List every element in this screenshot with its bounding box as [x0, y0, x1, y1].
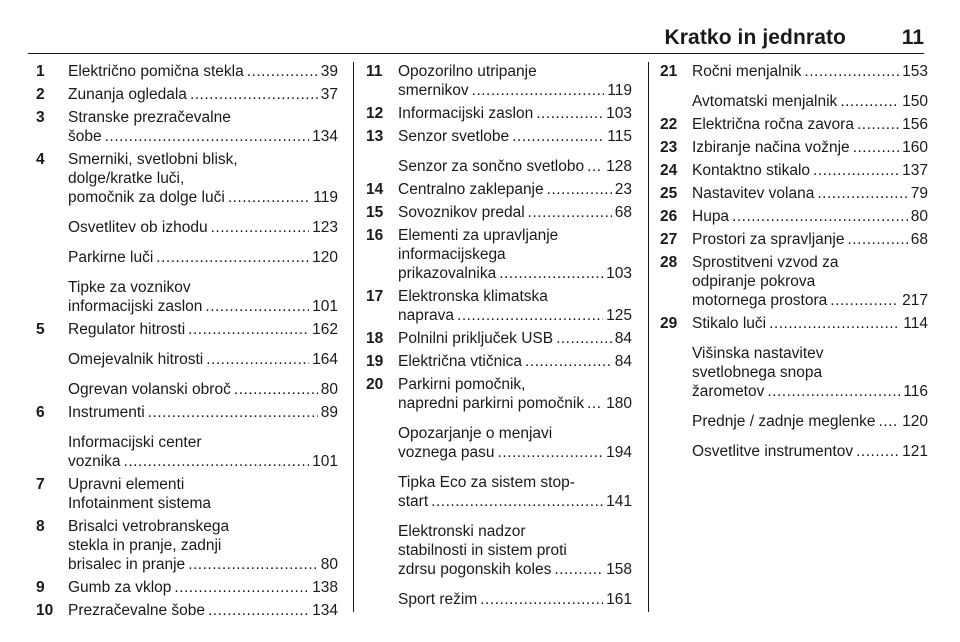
dot-leader [247, 62, 318, 81]
entry-label: informacijski zaslon [68, 298, 203, 315]
entry-row [398, 306, 632, 325]
entry-label: Ogrevan volanski obroč [68, 381, 231, 398]
entry-page: 119 [313, 189, 338, 206]
entry-row [692, 62, 928, 81]
entry-text-line: Tipke za voznikov [68, 279, 191, 296]
entry-row [68, 601, 338, 620]
entry-label: šobe [68, 128, 102, 145]
index-entry [366, 62, 632, 100]
column-divider [648, 62, 649, 612]
entry-label: Centralno zaklepanje [398, 181, 544, 198]
dot-leader [554, 560, 603, 579]
dot-leader [228, 188, 310, 207]
dot-leader [206, 350, 309, 369]
entry-page: 137 [902, 162, 928, 179]
entry-page: 80 [910, 208, 928, 225]
entry-page: 150 [902, 93, 928, 110]
entry-page: 103 [606, 265, 632, 282]
dot-leader [857, 115, 899, 134]
entry-row [692, 161, 928, 180]
entry-number: 21 [660, 63, 678, 80]
entry-number: 26 [660, 208, 678, 225]
page-header [28, 26, 924, 52]
dot-leader [847, 230, 907, 249]
entry-row [692, 314, 928, 333]
index-entry [366, 375, 632, 413]
index-entry [660, 207, 928, 226]
entry-label: Hupa [692, 208, 730, 225]
entry-label: Kontaktno stikalo [692, 162, 811, 179]
entry-page: 164 [312, 351, 338, 368]
entry-label: Sport režim [398, 591, 478, 608]
index-entry [660, 138, 928, 157]
entry-number: 20 [366, 376, 384, 393]
entry-label: Sovoznikov predal [398, 204, 525, 221]
index-entry [36, 150, 338, 207]
entry-row [692, 184, 928, 203]
entry-row [398, 443, 632, 462]
entry-page: 134 [312, 128, 338, 145]
index-entry [36, 433, 338, 471]
index-entry [36, 320, 338, 339]
index-entry [660, 442, 928, 461]
entry-number: 15 [366, 204, 384, 221]
entry-page: 121 [902, 443, 928, 460]
entry-page: 162 [312, 321, 338, 338]
index-entry [660, 344, 928, 401]
entry-row [398, 590, 632, 609]
entry-label: Nastavitev volana [692, 185, 815, 202]
entry-label: Prezračevalne šobe [68, 602, 205, 619]
index-entry [36, 278, 338, 316]
dot-leader [205, 297, 309, 316]
entry-row [398, 560, 632, 579]
dot-leader [856, 442, 899, 461]
dot-leader [156, 248, 309, 267]
entry-page: 79 [910, 185, 928, 202]
dot-leader [211, 218, 310, 237]
entry-label: Električno pomična stekla [68, 63, 244, 80]
entry-number: 11 [366, 63, 383, 80]
index-entry [36, 248, 338, 267]
entry-row [68, 452, 338, 471]
entry-page: 141 [606, 493, 632, 510]
entry-page: 128 [606, 158, 632, 175]
index-entry [366, 104, 632, 123]
entry-page: 134 [312, 602, 338, 619]
entry-page: 101 [312, 453, 338, 470]
entry-label: start [398, 493, 429, 510]
index-entry [366, 127, 632, 146]
entry-page: 37 [320, 86, 338, 103]
dot-leader [498, 443, 604, 462]
entry-number: 19 [366, 353, 384, 370]
index-entry [660, 184, 928, 203]
index-entry [36, 578, 338, 597]
entry-text-line: Tipka Eco za sistem stop- [398, 474, 575, 491]
entry-number: 1 [36, 63, 45, 80]
dot-leader [732, 207, 908, 226]
index-column-2 [366, 62, 632, 609]
entry-number: 8 [36, 518, 45, 535]
entry-number: 5 [36, 321, 45, 338]
entry-number: 29 [660, 315, 678, 332]
entry-label: Instrumenti [68, 404, 145, 421]
entry-text-line: Elementi za upravljanje [398, 227, 559, 244]
entry-label: Električna vtičnica [398, 353, 523, 370]
page-number: 11 [901, 26, 924, 49]
entry-page: 114 [903, 315, 928, 332]
entry-row [398, 203, 632, 222]
entry-row [398, 329, 632, 348]
index-entry [36, 108, 338, 146]
entry-label: Polnilni priključek USB [398, 330, 554, 347]
entry-page: 120 [312, 249, 338, 266]
entry-text-line: Elektronska klimatska [398, 288, 548, 305]
entry-row [68, 578, 338, 597]
index-entry [660, 230, 928, 249]
entry-row [692, 382, 928, 401]
index-entry [366, 287, 632, 325]
entry-text-line: stekla in pranje, zadnji [68, 537, 222, 554]
entry-row [68, 85, 338, 104]
entry-page: 119 [607, 82, 632, 99]
index-entry [36, 403, 338, 422]
index-entry [36, 517, 338, 574]
index-entry [366, 226, 632, 283]
dot-leader [525, 352, 612, 371]
dot-leader [431, 492, 603, 511]
dot-leader [190, 85, 318, 104]
entry-page: 123 [312, 219, 338, 236]
dot-leader [853, 138, 899, 157]
entry-number: 12 [366, 105, 384, 122]
entry-number: 6 [36, 404, 45, 421]
page-title: Kratko in jednrato [664, 26, 846, 49]
index-entry [660, 92, 928, 111]
entry-label: Ročni menjalnik [692, 63, 802, 80]
index-entry [366, 352, 632, 371]
dot-leader [234, 380, 318, 399]
index-entry [36, 380, 338, 399]
dot-leader [528, 203, 612, 222]
entry-label: Regulator hitrosti [68, 321, 186, 338]
dot-leader [587, 394, 603, 413]
dot-leader [840, 92, 899, 111]
dot-leader [556, 329, 612, 348]
entry-page: 156 [902, 116, 928, 133]
dot-leader [148, 403, 318, 422]
entry-page: 120 [902, 413, 928, 430]
entry-label: motornega prostora [692, 292, 828, 309]
entry-row [68, 127, 338, 146]
index-entry [660, 314, 928, 333]
index-entry [366, 424, 632, 462]
entry-label: Električna ročna zavora [692, 116, 854, 133]
entry-text-line: Opozorilno utripanje [398, 63, 537, 80]
entry-page: 217 [902, 292, 928, 309]
entry-row [692, 138, 928, 157]
entry-label: Informacijski zaslon [398, 105, 534, 122]
entry-number: 3 [36, 109, 45, 126]
index-entry [366, 522, 632, 579]
entry-label: brisalec in pranje [68, 556, 186, 573]
entry-label: Osvetlitev ob izhodu [68, 219, 208, 236]
dot-leader [188, 555, 318, 574]
entry-label: Prednje / zadnje meglenke [692, 413, 876, 430]
entry-label: Prostori za spravljanje [692, 231, 845, 248]
entry-page: 194 [606, 444, 632, 461]
entry-row [68, 350, 338, 369]
index-entry [36, 475, 338, 513]
entry-text-line: Elektronski nadzor [398, 523, 526, 540]
dot-leader [547, 180, 612, 199]
entry-row [398, 157, 632, 176]
entry-page: 125 [606, 307, 632, 324]
entry-text-line: Brisalci vetrobranskega [68, 518, 230, 535]
dot-leader [499, 264, 603, 283]
entry-row [398, 492, 632, 511]
index-entry [36, 218, 338, 237]
index-entry [366, 203, 632, 222]
index-entry [366, 180, 632, 199]
entry-page: 138 [312, 579, 338, 596]
entry-row [398, 104, 632, 123]
entry-number: 25 [660, 185, 678, 202]
dot-leader [480, 590, 603, 609]
entry-page: 84 [614, 353, 632, 370]
entry-row [398, 394, 632, 413]
entry-row [692, 115, 928, 134]
entry-label: Omejevalnik hitrosti [68, 351, 204, 368]
entry-label: Zunanja ogledala [68, 86, 187, 103]
entry-label: Parkirne luči [68, 249, 154, 266]
entry-row [398, 180, 632, 199]
column-divider [353, 62, 354, 612]
entry-number: 9 [36, 579, 45, 596]
entry-page: 161 [606, 591, 632, 608]
entry-number: 27 [660, 231, 678, 248]
entry-label: Senzor za sončno svetlobo [398, 158, 585, 175]
entry-number: 2 [36, 86, 45, 103]
index-entry [36, 62, 338, 81]
entry-page: 39 [320, 63, 338, 80]
dot-leader [813, 161, 899, 180]
entry-text-line: svetlobnega snopa [692, 364, 823, 381]
entry-row [68, 320, 338, 339]
entry-row [398, 127, 632, 146]
entry-number: 13 [366, 128, 384, 145]
entry-row [692, 207, 928, 226]
entry-page: 68 [614, 204, 632, 221]
entry-label: žarometov [692, 383, 765, 400]
dot-leader [804, 62, 899, 81]
index-column-1 [36, 62, 338, 620]
dot-leader [769, 314, 900, 333]
entry-label: prikazovalnika [398, 265, 497, 282]
entry-label: napredni parkirni pomočnik [398, 395, 585, 412]
entry-text-line: Stranske prezračevalne [68, 109, 231, 126]
dot-leader [188, 320, 309, 339]
entry-row [68, 218, 338, 237]
entry-text-line: Opozarjanje o menjavi [398, 425, 553, 442]
entry-label: voznega pasu [398, 444, 495, 461]
entry-label: smernikov [398, 82, 469, 99]
entry-row [398, 264, 632, 283]
entry-number: 23 [660, 139, 678, 156]
entry-page: 103 [606, 105, 632, 122]
dot-leader [830, 291, 899, 310]
dot-leader [587, 157, 603, 176]
entry-text-line: Infotainment sistema [68, 495, 212, 512]
entry-text-line: Upravni elementi [68, 476, 185, 493]
entry-text-line: dolge/kratke luči, [68, 170, 185, 187]
entry-row [68, 188, 338, 207]
entry-row [68, 62, 338, 81]
entry-page: 101 [312, 298, 338, 315]
entry-row [692, 291, 928, 310]
entry-number: 16 [366, 227, 384, 244]
entry-text-line: Sprostitveni vzvod za [692, 254, 839, 271]
dot-leader [767, 382, 900, 401]
entry-row [692, 92, 928, 111]
index-entry [366, 473, 632, 511]
entry-label: Avtomatski menjalnik [692, 93, 838, 110]
entry-number: 18 [366, 330, 384, 347]
entry-page: 116 [903, 383, 928, 400]
entry-page: 89 [320, 404, 338, 421]
entry-text-line: Višinska nastavitev [692, 345, 824, 362]
entry-label: zdrsu pogonskih koles [398, 561, 552, 578]
dot-leader [105, 127, 310, 146]
index-entry [660, 412, 928, 431]
entry-number: 14 [366, 181, 384, 198]
entry-page: 158 [606, 561, 632, 578]
entry-text-line: informacijskega [398, 246, 506, 263]
entry-text-line: Parkirni pomočnik, [398, 376, 526, 393]
entry-page: 153 [902, 63, 928, 80]
entry-label: Gumb za vklop [68, 579, 172, 596]
entry-page: 160 [902, 139, 928, 156]
index-column-3 [660, 62, 928, 461]
entry-row [398, 81, 632, 100]
entry-label: naprava [398, 307, 455, 324]
entry-text-line: Smerniki, svetlobni blisk, [68, 151, 238, 168]
entry-row [68, 403, 338, 422]
dot-leader [512, 127, 604, 146]
entry-label: voznika [68, 453, 121, 470]
entry-row [692, 412, 928, 431]
entry-number: 7 [36, 476, 45, 493]
index-entry [36, 85, 338, 104]
entry-row [398, 352, 632, 371]
index-entry [36, 601, 338, 620]
entry-page: 80 [320, 556, 338, 573]
entry-page: 80 [320, 381, 338, 398]
entry-row [68, 555, 338, 574]
entry-label: pomočnik za dolge luči [68, 189, 225, 206]
entry-label: Senzor svetlobe [398, 128, 510, 145]
entry-page: 180 [606, 395, 632, 412]
entry-page: 84 [614, 330, 632, 347]
dot-leader [879, 412, 900, 431]
entry-label: Stikalo luči [692, 315, 767, 332]
entry-number: 10 [36, 602, 54, 619]
dot-leader [817, 184, 907, 203]
entry-number: 22 [660, 116, 678, 133]
entry-label: Izbiranje načina vožnje [692, 139, 850, 156]
index-entry [366, 590, 632, 609]
header-rule [28, 53, 924, 54]
entry-page: 115 [607, 128, 632, 145]
index-entry [366, 329, 632, 348]
entry-number: 4 [36, 151, 45, 168]
entry-number: 24 [660, 162, 678, 179]
dot-leader [536, 104, 603, 123]
entry-page: 23 [614, 181, 632, 198]
entry-number: 28 [660, 254, 678, 271]
entry-number: 17 [366, 288, 384, 305]
entry-text-line: stabilnosti in sistem proti [398, 542, 567, 559]
entry-row [68, 297, 338, 316]
index-entry [660, 253, 928, 310]
index-entry [660, 161, 928, 180]
entry-label: Osvetlitve instrumentov [692, 443, 854, 460]
index-entry [660, 115, 928, 134]
dot-leader [124, 452, 310, 471]
entry-row [68, 380, 338, 399]
dot-leader [472, 81, 605, 100]
entry-row [68, 248, 338, 267]
dot-leader [457, 306, 603, 325]
index-entry [366, 157, 632, 176]
entry-text-line: odpiranje pokrova [692, 273, 816, 290]
index-entry [36, 350, 338, 369]
entry-row [692, 230, 928, 249]
entry-page: 68 [910, 231, 928, 248]
entry-text-line: Informacijski center [68, 434, 202, 451]
index-entry [660, 62, 928, 81]
entry-row [692, 442, 928, 461]
dot-leader [174, 578, 309, 597]
dot-leader [208, 601, 309, 620]
